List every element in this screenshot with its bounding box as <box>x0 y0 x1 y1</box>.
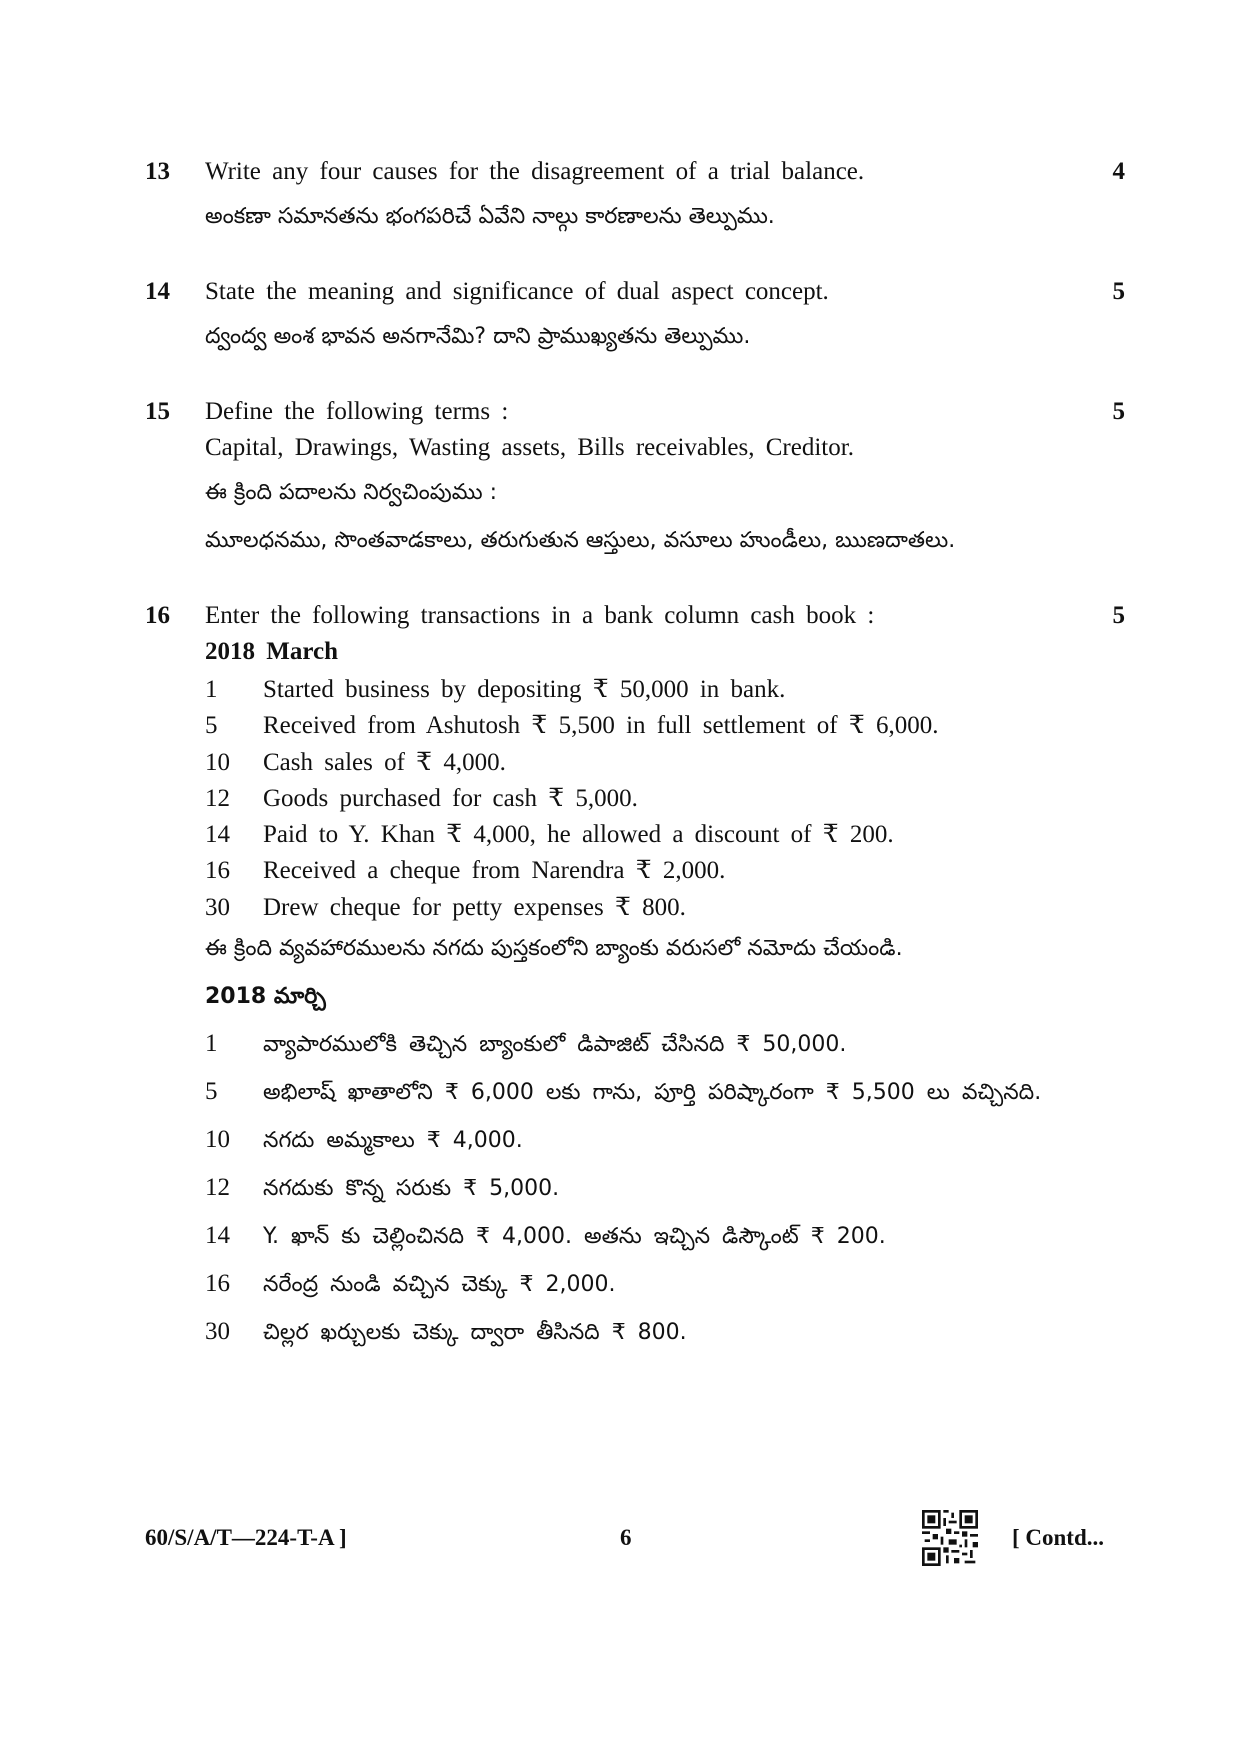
transaction-row-telugu <box>205 1222 886 1254</box>
question-text-telugu: ద్వంద్వ అంశ భావన అనగానేమి? దాని ప్రాముఖ్యతను తెల్పుము. <box>205 324 751 349</box>
transaction-date: 14 <box>205 821 230 848</box>
transaction-text: Y. ఖాన్ కు చెల్లించినది ₹ 4,000. అతను ఇచ్చిన డిస్కౌంట్ ₹ 200. <box>263 1224 886 1249</box>
question-number: 16 <box>145 602 170 629</box>
transaction-text: వ్యాపారములోకి తెచ్చిన బ్యాంకులో డిపాజిట్ చేసినది ₹ 50,000. <box>263 1032 847 1057</box>
transaction-row-telugu <box>205 1030 846 1062</box>
question-number: 13 <box>145 158 170 185</box>
transaction-row <box>205 783 638 813</box>
continued-label: [ Contd... <box>1012 1525 1105 1550</box>
transaction-row <box>205 819 894 849</box>
question-marks: 5 <box>1112 278 1125 305</box>
transaction-row-telugu <box>205 1318 687 1350</box>
transaction-row-telugu <box>205 1078 1041 1110</box>
transaction-date: 14 <box>205 1222 230 1249</box>
question-marks: 5 <box>1112 398 1125 425</box>
question-text-english: Enter the following transactions in a bank column cash book : <box>205 602 875 629</box>
transaction-date: 12 <box>205 1174 230 1201</box>
transaction-text: Received a cheque from Narendra ₹ 2,000. <box>263 857 726 884</box>
transaction-date: 5 <box>205 712 218 739</box>
transaction-text: Received from Ashutosh ₹ 5,500 in full settlement of ₹ 6,000. <box>263 712 939 739</box>
transaction-text: చిల్లర ఖర్చులకు చెక్కు ద్వారా తీసినది ₹ 800. <box>263 1320 687 1345</box>
transaction-date: 16 <box>205 1270 230 1297</box>
transaction-row-telugu <box>205 1126 523 1158</box>
transaction-text: నగదు అమ్మకాలు ₹ 4,000. <box>263 1128 523 1153</box>
transaction-date: 30 <box>205 894 230 921</box>
question-text-english: Write any four causes for the disagreement of a trial balance. <box>205 158 865 185</box>
transaction-text: Paid to Y. Khan ₹ 4,000, he allowed a discount of ₹ 200. <box>263 821 894 848</box>
page-number: 6 <box>620 1525 632 1550</box>
transaction-text: అభిలాష్ ఖాతాలోని ₹ 6,000 లకు గాను, పూర్తి పరిష్కారంగా ₹ 5,500 లు వచ్చినది. <box>263 1080 1042 1105</box>
question-text-english: State the meaning and significance of dual aspect concept. <box>205 278 829 305</box>
question-marks: 5 <box>1112 602 1125 629</box>
transaction-text: Drew cheque for petty expenses ₹ 800. <box>263 894 686 921</box>
month-heading-english: 2018 March <box>205 638 338 665</box>
transaction-row-telugu <box>205 1270 615 1302</box>
question-text-telugu: ఈ క్రింది వ్యవహారములను నగదు పుస్తకంలోని బ్యాంకు వరుసలో నమోదు చేయండి. <box>205 936 903 961</box>
transaction-text: Cash sales of ₹ 4,000. <box>263 749 506 776</box>
question-terms-telugu: మూలధనము, సొంతవాడకాలు, తరుగుతున ఆస్తులు, వసూలు హుండీలు, ఋణదాతలు. <box>205 528 956 553</box>
transaction-row <box>205 855 725 885</box>
transaction-row-telugu <box>205 1174 559 1206</box>
transaction-date: 10 <box>205 749 230 776</box>
question-text-telugu: అంకణా సమానతను భంగపరిచే ఏవేని నాల్గు కారణాలను తెల్పుము. <box>205 204 775 229</box>
transaction-date: 30 <box>205 1318 230 1345</box>
transaction-date: 1 <box>205 676 218 703</box>
transaction-row <box>205 747 506 777</box>
transaction-text: Goods purchased for cash ₹ 5,000. <box>263 785 638 812</box>
paper-code: 60/S/A/T—224-T-A ] <box>145 1525 347 1550</box>
question-text-telugu: ఈ క్రింది పదాలను నిర్వచింపుము : <box>205 480 498 505</box>
question-number: 15 <box>145 398 170 425</box>
transaction-text: నగదుకు కొన్న సరుకు ₹ 5,000. <box>263 1176 560 1201</box>
transaction-date: 16 <box>205 857 230 884</box>
transaction-date: 5 <box>205 1078 218 1105</box>
month-heading-telugu: 2018 మార్చి <box>205 984 326 1009</box>
question-number: 14 <box>145 278 170 305</box>
question-text-english: Define the following terms : <box>205 398 509 425</box>
transaction-row <box>205 710 938 740</box>
transaction-text: Started business by depositing ₹ 50,000 in bank. <box>263 676 786 703</box>
transaction-row <box>205 674 785 704</box>
transaction-row <box>205 892 686 922</box>
transaction-date: 10 <box>205 1126 230 1153</box>
question-marks: 4 <box>1112 158 1125 185</box>
transaction-text: నరేంద్ర నుండి వచ్చిన చెక్కు ₹ 2,000. <box>263 1272 616 1297</box>
transaction-date: 1 <box>205 1030 218 1057</box>
transaction-date: 12 <box>205 785 230 812</box>
question-terms-english: Capital, Drawings, Wasting assets, Bills receivables, Creditor. <box>205 434 854 461</box>
qr-code-icon <box>922 1510 978 1566</box>
